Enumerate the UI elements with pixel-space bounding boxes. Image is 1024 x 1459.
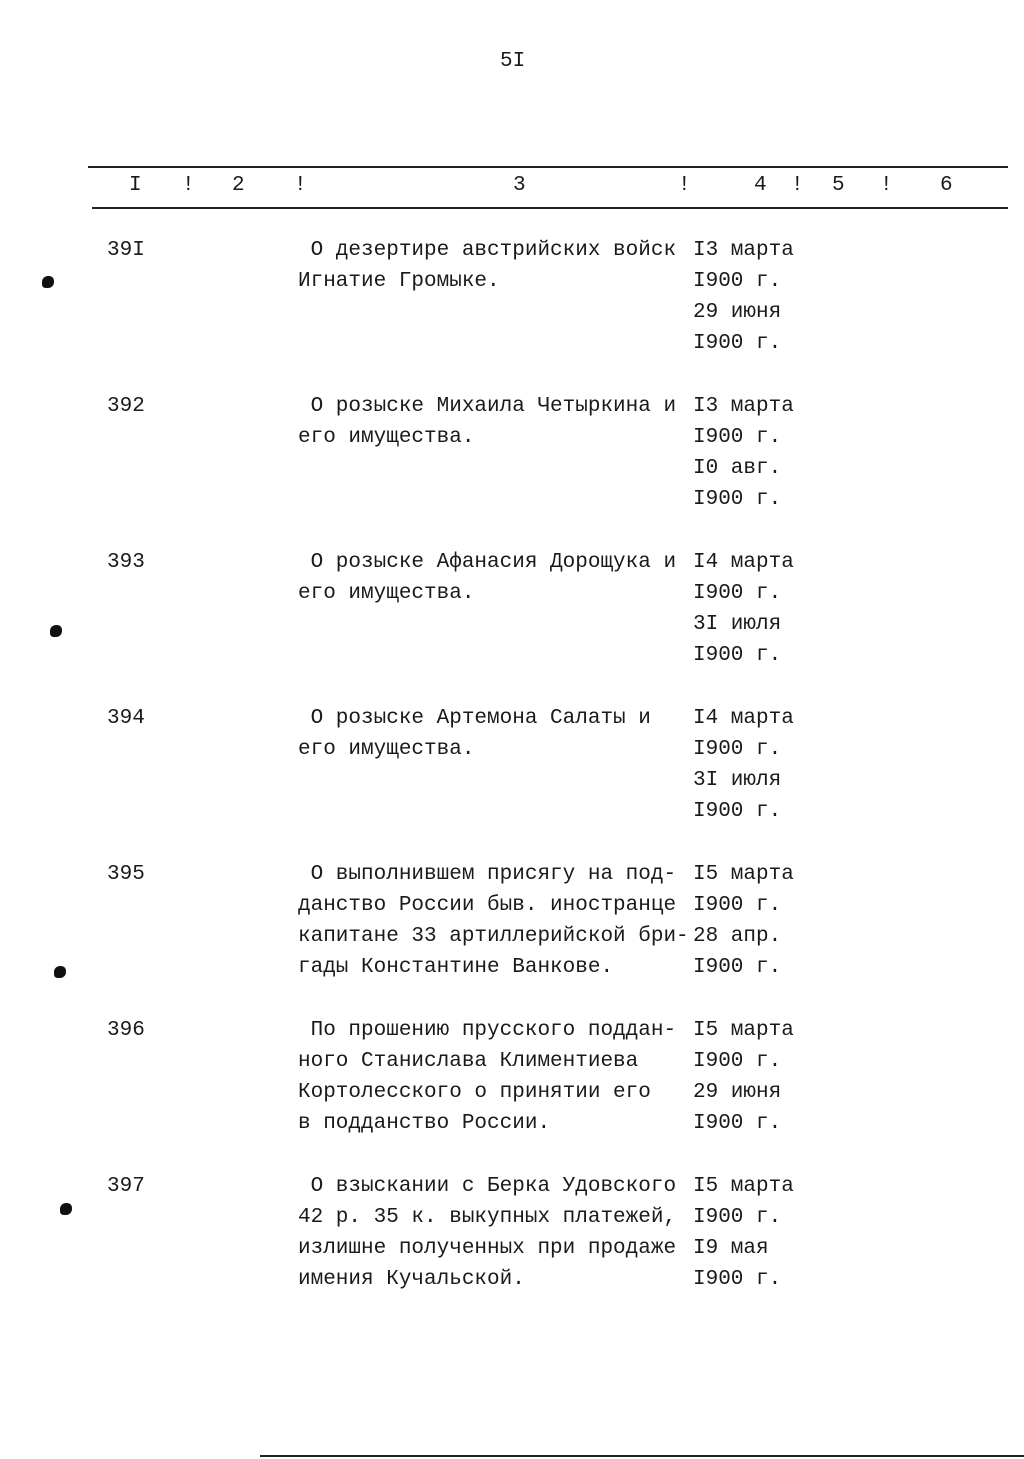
column-separator: ! xyxy=(791,174,804,197)
entry-dates xyxy=(693,703,794,827)
entry-dates xyxy=(693,1015,794,1139)
column-separator: ! xyxy=(294,174,307,197)
description-line: Игнатие Громыке. xyxy=(298,270,500,293)
date-line: I4 марта xyxy=(693,707,794,730)
entry-row xyxy=(0,1171,1024,1301)
date-line: I900 г. xyxy=(693,738,782,761)
entry-description xyxy=(298,1171,676,1295)
date-line: 29 июня xyxy=(693,301,782,324)
date-line: I900 г. xyxy=(693,894,782,917)
entry-number: 39I xyxy=(107,239,145,262)
date-line: I900 г. xyxy=(693,644,782,667)
date-line: I3 марта xyxy=(693,239,794,262)
entry-description xyxy=(298,1015,676,1139)
column-header-5: 5 xyxy=(832,174,845,197)
column-header-1: I xyxy=(129,174,142,197)
date-line: 29 июня xyxy=(693,1081,782,1104)
date-line: I900 г. xyxy=(693,1112,782,1135)
date-line: I5 марта xyxy=(693,863,794,886)
column-separator: ! xyxy=(880,174,893,197)
entry-description xyxy=(298,859,689,983)
entry-number: 396 xyxy=(107,1019,145,1042)
entry-row xyxy=(0,703,1024,833)
date-line: I900 г. xyxy=(693,332,782,355)
description-line: O выполнившем присягу на под- xyxy=(298,863,677,886)
column-header-4: 4 xyxy=(754,174,767,197)
description-line: имения Кучальской. xyxy=(298,1268,525,1291)
date-line: I900 г. xyxy=(693,1268,782,1291)
description-line: По прошению прусского поддан- xyxy=(298,1019,677,1042)
entry-description xyxy=(298,391,676,453)
date-line: I900 г. xyxy=(693,270,782,293)
description-line: данство России быв. иностранце xyxy=(298,894,677,917)
date-line: I4 марта xyxy=(693,551,794,574)
date-line: I900 г. xyxy=(693,800,782,823)
column-header-2: 2 xyxy=(232,174,245,197)
punch-hole-mark xyxy=(60,1203,72,1215)
description-line: 42 р. 35 к. выкупных платежей, xyxy=(298,1206,677,1229)
bottom-rule xyxy=(260,1455,1024,1457)
column-header-3: 3 xyxy=(513,174,526,197)
column-separator: ! xyxy=(678,174,691,197)
description-line: ного Станислава Климентиева xyxy=(298,1050,639,1073)
description-line: излишне полученных при продаже xyxy=(298,1237,677,1260)
entry-number: 397 xyxy=(107,1175,145,1198)
page-number: 5I xyxy=(500,50,526,73)
punch-hole-mark xyxy=(50,625,62,637)
column-separator: ! xyxy=(182,174,195,197)
entry-row xyxy=(0,1015,1024,1145)
entry-row xyxy=(0,859,1024,989)
entry-dates xyxy=(693,1171,794,1295)
description-line: его имущества. xyxy=(298,426,475,449)
header-top-rule xyxy=(88,166,1008,168)
entry-row xyxy=(0,547,1024,677)
description-line: O дезертире австрийских войск xyxy=(298,239,677,262)
date-line: I3 марта xyxy=(693,395,794,418)
date-line: I900 г. xyxy=(693,426,782,449)
date-line: I900 г. xyxy=(693,1050,782,1073)
entry-row xyxy=(0,235,1024,365)
date-line: I900 г. xyxy=(693,582,782,605)
date-line: 3I июля xyxy=(693,613,782,636)
entry-description xyxy=(298,235,676,297)
entry-dates xyxy=(693,235,794,359)
date-line: I900 г. xyxy=(693,488,782,511)
entry-number: 392 xyxy=(107,395,145,418)
punch-hole-mark xyxy=(42,276,54,288)
date-line: 28 апр. xyxy=(693,925,782,948)
date-line: I900 г. xyxy=(693,956,782,979)
description-line: его имущества. xyxy=(298,738,475,761)
header-bottom-rule xyxy=(92,207,1008,209)
entry-number: 394 xyxy=(107,707,145,730)
description-line: его имущества. xyxy=(298,582,475,605)
entry-dates xyxy=(693,859,794,983)
description-line: в подданство России. xyxy=(298,1112,551,1135)
description-line: O розыске Афанасия Дорощука и xyxy=(298,551,677,574)
entry-row xyxy=(0,391,1024,521)
column-header-6: 6 xyxy=(940,174,953,197)
entry-description xyxy=(298,703,651,765)
entry-dates xyxy=(693,391,794,515)
entry-dates xyxy=(693,547,794,671)
date-line: 3I июля xyxy=(693,769,782,792)
punch-hole-mark xyxy=(54,966,66,978)
description-line: капитане 33 артиллерийской бри- xyxy=(298,925,689,948)
description-line: гады Константине Ванкове. xyxy=(298,956,614,979)
date-line: I5 марта xyxy=(693,1175,794,1198)
description-line: O розыске Артемона Салаты и xyxy=(298,707,651,730)
date-line: I900 г. xyxy=(693,1206,782,1229)
entry-number: 393 xyxy=(107,551,145,574)
description-line: Кортолесского о принятии его xyxy=(298,1081,651,1104)
entry-description xyxy=(298,547,676,609)
date-line: I5 марта xyxy=(693,1019,794,1042)
date-line: I9 мая xyxy=(693,1237,769,1260)
description-line: O взыскании с Берка Удовского xyxy=(298,1175,677,1198)
description-line: O розыске Михаила Четыркина и xyxy=(298,395,677,418)
entry-number: 395 xyxy=(107,863,145,886)
date-line: I0 авг. xyxy=(693,457,782,480)
